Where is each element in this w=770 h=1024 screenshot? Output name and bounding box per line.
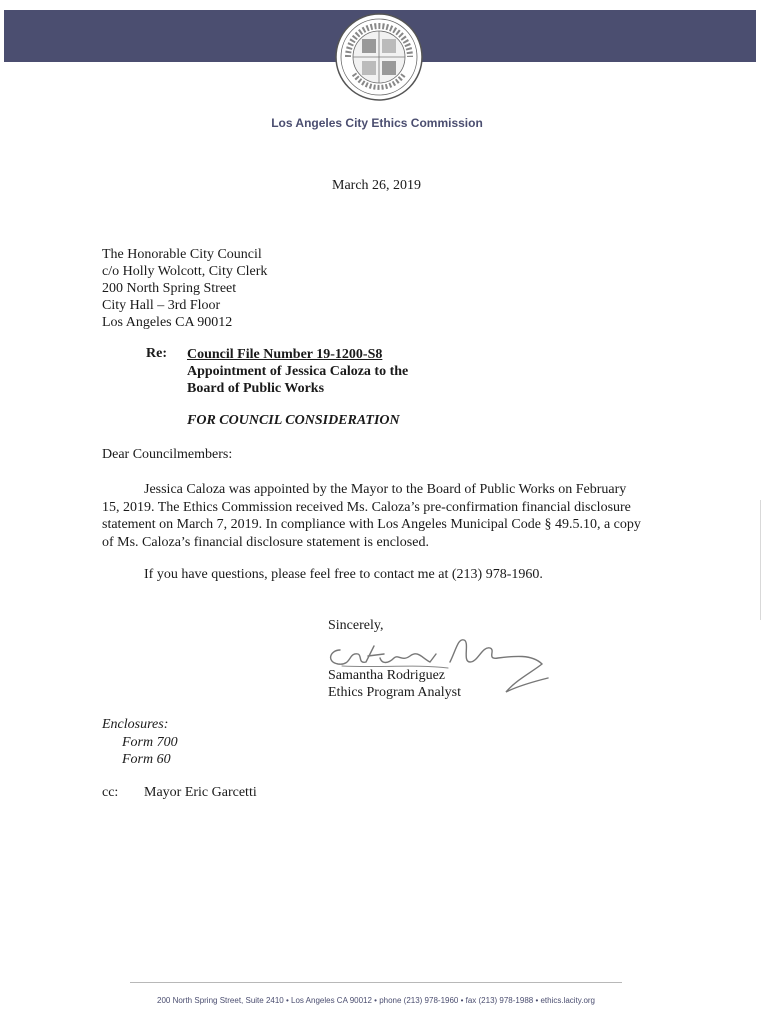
paragraph-line: Jessica Caloza was appointed by the Mayor to the Board of Public Works on February [144,482,627,497]
footer-divider [130,982,622,983]
enclosures-label: Enclosures: [102,717,169,732]
recipient-address [102,246,267,331]
paragraph-line: of Ms. Caloza’s financial disclosure statement is enclosed. [102,534,429,550]
paragraph-line: 15, 2019. The Ethics Commission received Ms. Caloza’s pre-confirmation financial disclosure [102,499,631,515]
recipient-line: Los Angeles CA 90012 [102,315,233,330]
recipient-line: City Hall – 3rd Floor [102,298,221,313]
city-seal-icon [334,12,424,102]
enclosure-item: Form 60 [122,752,171,767]
cc-recipient: Mayor Eric Garcetti [144,785,257,800]
salutation: Dear Councilmembers: [102,447,233,462]
recipient-line: c/o Holly Wolcott, City Clerk [102,264,268,279]
consideration-heading: FOR COUNCIL CONSIDERATION [187,413,400,428]
subject-line: Appointment of Jessica Caloza to the [187,364,409,379]
recipient-line: The Honorable City Council [102,247,262,262]
council-file-number: Council File Number 19-1200-S8 [187,347,383,362]
recipient-line: 200 North Spring Street [102,281,237,296]
scan-edge [760,500,761,620]
agency-name: Los Angeles City Ethics Commission [271,116,483,130]
enclosure-item: Form 700 [122,734,178,750]
letter-date: March 26, 2019 [332,178,422,193]
closing: Sincerely, [328,618,384,633]
signer-title: Ethics Program Analyst [328,685,461,700]
body-paragraph [102,481,647,551]
signer-name: Samantha Rodriguez [328,668,446,683]
paragraph-line: statement on March 7, 2019. In compliance with Los Angeles Municipal Code § 49.5.10, a copy [102,517,641,532]
subject-block [187,346,408,397]
enclosures [102,716,178,769]
footer-contact: 200 North Spring Street, Suite 2410 • Los Angeles CA 90012 • phone (213) 978-1960 • fax (213) 978-1988 • ethics.lacity.org [157,996,595,1005]
cc-label: cc: [102,785,119,800]
re-label: Re: [146,346,167,361]
subject-line: Board of Public Works [187,381,325,396]
contact-paragraph: If you have questions, please feel free to contact me at (213) 978-1960. [144,567,543,582]
